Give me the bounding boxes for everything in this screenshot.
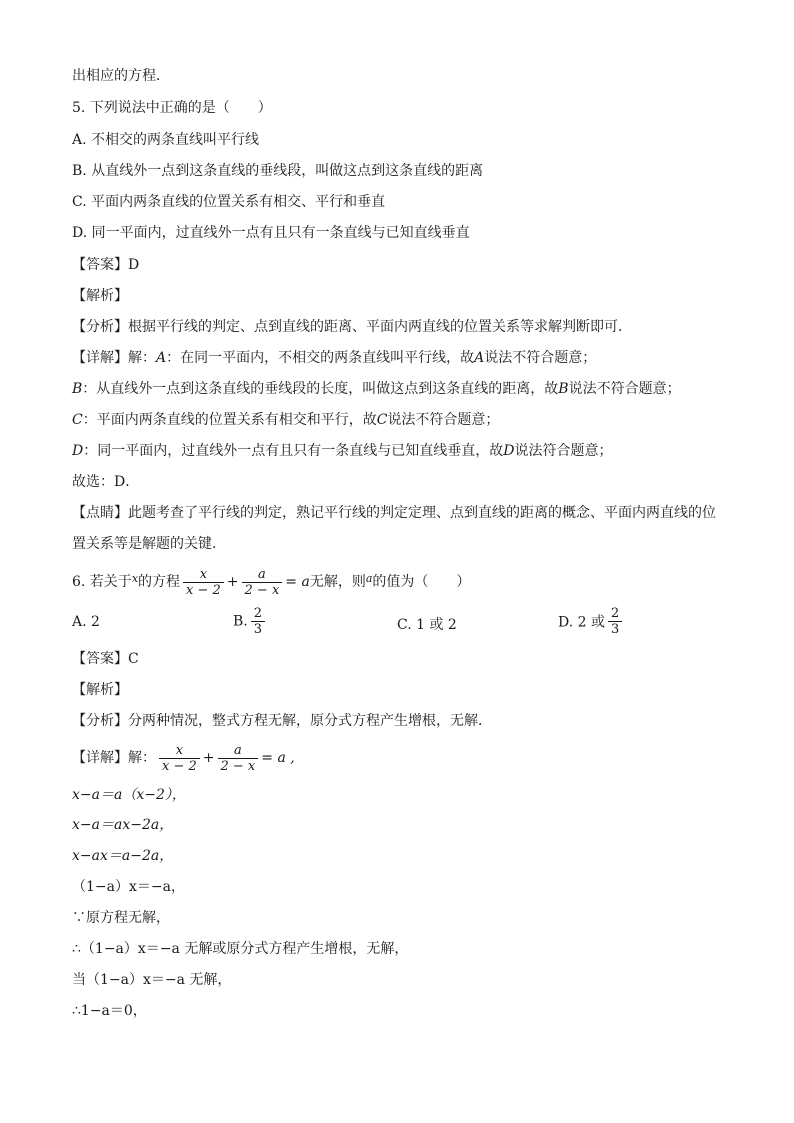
denominator: 3 [251,621,265,637]
text-line: 出相应的方程． [72,68,170,84]
numerator: 2 [253,606,263,621]
numerator: 2 [610,606,620,621]
equation-rhs: = a , [261,750,295,766]
var: B [72,381,83,397]
denominator: 2 − x [242,582,283,598]
var: D [503,443,515,459]
numerator: a [258,566,266,582]
fraction [242,567,283,598]
step-6: ∴（1−a）x＝−a 无解或原分式方程产生增根，无解， [72,941,409,957]
fraction [159,743,200,774]
question-6-option-a: A. 2 [72,614,100,630]
option-label: D. 2 或 [558,614,605,631]
var: C [376,412,388,428]
question-6 [72,562,470,599]
answer-value: D [128,257,140,273]
numerator: a [234,742,242,758]
var: A [474,350,485,366]
answer-value: C [128,651,139,667]
text: ：同一平面内，过直线外一点有且只有一条直线与已知直线垂直，故 [83,443,504,459]
question-5-option-c: C. 平面内两条直线的位置关系有相交、平行和垂直 [72,194,386,210]
numerator: x [199,566,208,582]
step-7: 当（1−a）x＝−a 无解， [72,972,232,988]
question-5-option-b: B. 从直线外一点到这条直线的垂线段，叫做这点到这条直线的距离 [72,163,484,179]
denominator: 2 − x [218,758,259,774]
option-label: B. [233,613,248,630]
step-8: ∴1−a＝0， [72,1003,147,1019]
var: a [365,572,373,585]
question-5-option-d: D. 同一平面内，过直线外一点有且只有一条直线与已知直线垂直 [72,225,470,241]
fraction [608,606,622,637]
step-3: x−ax＝a−2a， [72,848,174,864]
step-4: （1−a）x＝−a， [72,879,185,895]
fraction [251,606,265,637]
denominator: x − 2 [183,582,224,598]
var: B [558,381,569,397]
detail-tag: 【详解】解： [72,350,156,366]
comment-5-line2: 置关系等是解题的关键． [72,536,226,552]
analysis-6: 【分析】分两种情况，整式方程无解，原分式方程产生增根，无解． [72,713,492,729]
analysis-5: 【分析】根据平行线的判定、点到直线的距离、平面内两直线的位置关系等求解判断即可． [72,319,632,335]
text: ：从直线外一点到这条直线的垂线段的长度，叫做这点到这条直线的距离，故 [82,381,559,397]
var: D [72,443,84,459]
answer-tag: 【答案】 [72,257,128,273]
var: x [131,572,139,585]
detail-5-c [72,410,499,430]
answer-5 [72,255,139,275]
fraction [183,567,224,598]
detail-5-a [72,348,596,368]
text: 6. 若关于 [72,574,132,590]
text: 说法不符合题意； [387,412,500,428]
denominator: 3 [608,621,622,637]
numerator: x [175,742,184,758]
var: A [156,350,167,366]
fraction [218,743,259,774]
question-5: 5. 下列说法中正确的是（ ） [72,100,272,116]
answer-tag: 【答案】 [72,651,128,667]
detail-5-d [72,441,612,461]
question-5-option-a: A. 不相交的两条直线叫平行线 [72,132,260,148]
text: 说法符合题意； [514,443,613,459]
text: 无解，则 [309,574,366,590]
detail-tag: 【详解】解： [72,750,156,766]
text: ：在同一平面内，不相交的两条直线叫平行线，故 [166,350,475,366]
step-5: ∵原方程无解， [72,910,170,926]
detail-6 [72,740,295,776]
plus-sign: + [226,574,239,590]
comment-5-line1: 【点睛】此题考查了平行线的判定，熟记平行线的判定定理、点到直线的距离的概念、平面内两直线的位 [72,505,716,521]
choice-5: 故选：D． [72,474,140,490]
step-1: x−a＝a（x−2）， [72,787,186,803]
text: 说法不符合题意； [568,381,681,397]
analysis-heading-5: 【解析】 [72,288,128,304]
var: C [72,412,83,428]
question-6-option-d [558,606,625,637]
answer-6 [72,649,139,669]
text: ：平面内两条直线的位置关系有相交和平行，故 [82,412,377,428]
equation-rhs: = a [285,574,310,590]
text: 的值为（ ） [372,574,471,590]
question-6-option-b [233,606,268,637]
text: 说法不符合题意； [484,350,597,366]
plus-sign: + [202,750,215,766]
detail-5-b [72,379,681,399]
analysis-heading-6: 【解析】 [72,682,128,698]
text: 的方程 [138,574,181,590]
question-6-option-c: C. 1 或 2 [397,617,457,633]
denominator: x − 2 [159,758,200,774]
step-2: x−a＝ax−2a， [72,817,174,833]
